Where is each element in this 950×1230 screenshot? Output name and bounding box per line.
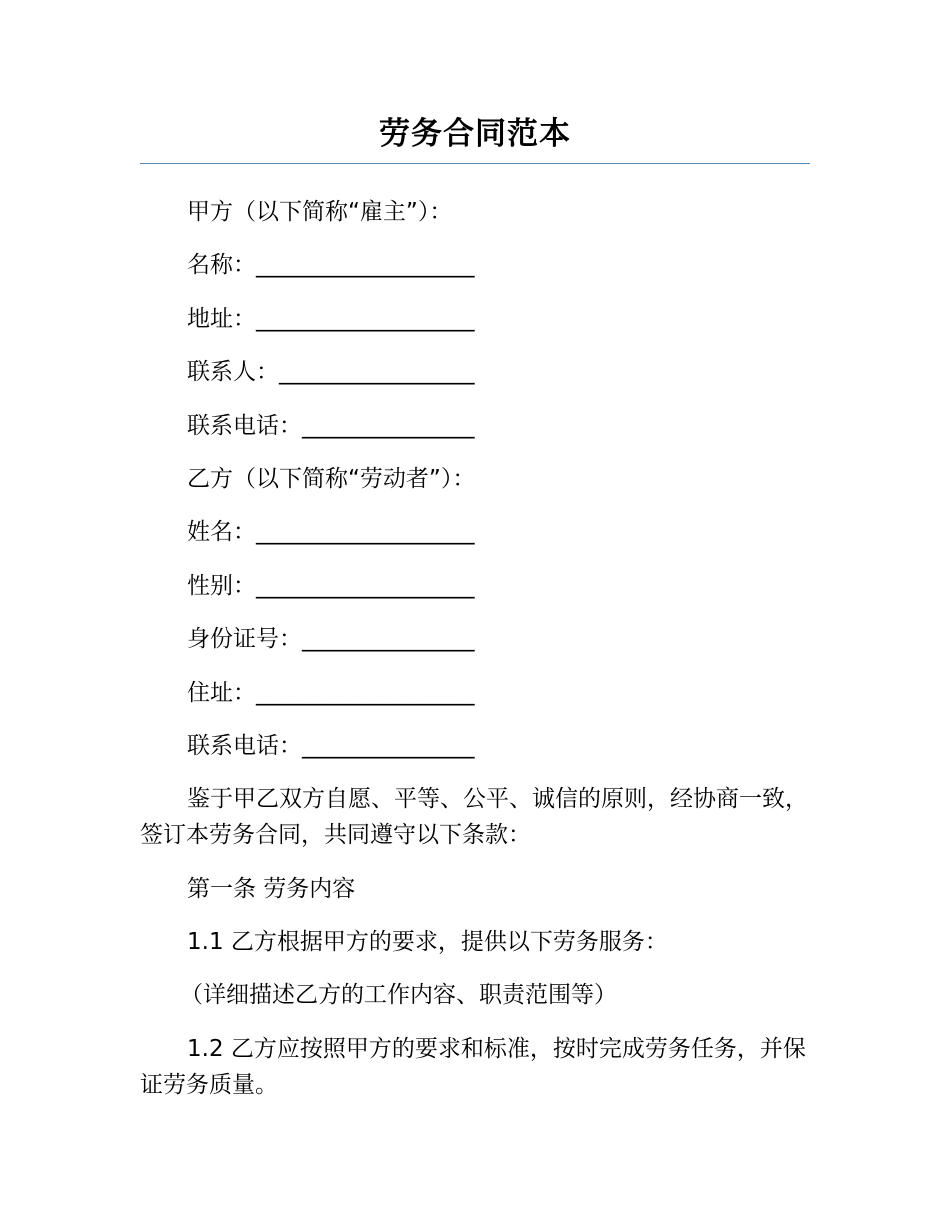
document-page (140, 0, 810, 1120)
party-b-id-number-field (140, 621, 810, 657)
field-label: 联系人： (187, 359, 279, 386)
fill-in-blank: _________________ (279, 359, 475, 386)
fill-in-blank: ___________________ (256, 252, 475, 279)
party-b-address-field (140, 675, 810, 711)
field-label: 性别： (187, 572, 256, 599)
fill-in-blank: _______________ (302, 626, 475, 653)
party-a-phone-field (140, 408, 810, 444)
party-a-contact-field (140, 354, 810, 390)
clause-1-1: 1.1 乙方根据甲方的要求，提供以下劳务服务： (187, 929, 668, 956)
document-body (140, 194, 810, 1103)
fill-in-blank: ___________________ (256, 572, 475, 599)
fill-in-blank: ___________________ (256, 305, 475, 332)
field-label: 名称： (187, 252, 256, 279)
party-a-address-field (140, 301, 810, 337)
field-label: 住址： (187, 679, 256, 706)
article-1-heading: 第一条 劳务内容 (187, 875, 356, 902)
clause-1-2: 1.2 乙方应按照甲方的要求和标准，按时完成劳务任务，并保证劳务质量。 (140, 1035, 806, 1098)
fill-in-blank: ___________________ (256, 679, 475, 706)
clause-1-1-note: （详细描述乙方的工作内容、职责范围等） (180, 982, 617, 1009)
party-b-gender-field (140, 568, 810, 604)
title-underline-rule (140, 163, 810, 164)
fill-in-blank: _______________ (302, 412, 475, 439)
party-b-phone-field (140, 728, 810, 764)
party-a-name-field (140, 247, 810, 283)
party-b-heading: 乙方（以下简称“劳动者”）： (187, 465, 476, 492)
field-label: 联系电话： (187, 412, 302, 439)
field-label: 姓名： (187, 519, 256, 546)
preamble-paragraph: 鉴于甲乙双方自愿、平等、公平、诚信的原则，经协商一致，签订本劳务合同，共同遵守以下条款： (140, 786, 808, 849)
field-label: 身份证号： (187, 626, 302, 653)
party-a-heading: 甲方（以下简称“雇主”）： (187, 199, 453, 225)
field-label: 联系电话： (187, 732, 302, 759)
party-b-name-field (140, 514, 810, 550)
document-title: 劳务合同范本 (379, 116, 571, 152)
fill-in-blank: ___________________ (256, 519, 475, 546)
field-label: 地址： (187, 305, 256, 332)
fill-in-blank: _______________ (302, 732, 475, 759)
